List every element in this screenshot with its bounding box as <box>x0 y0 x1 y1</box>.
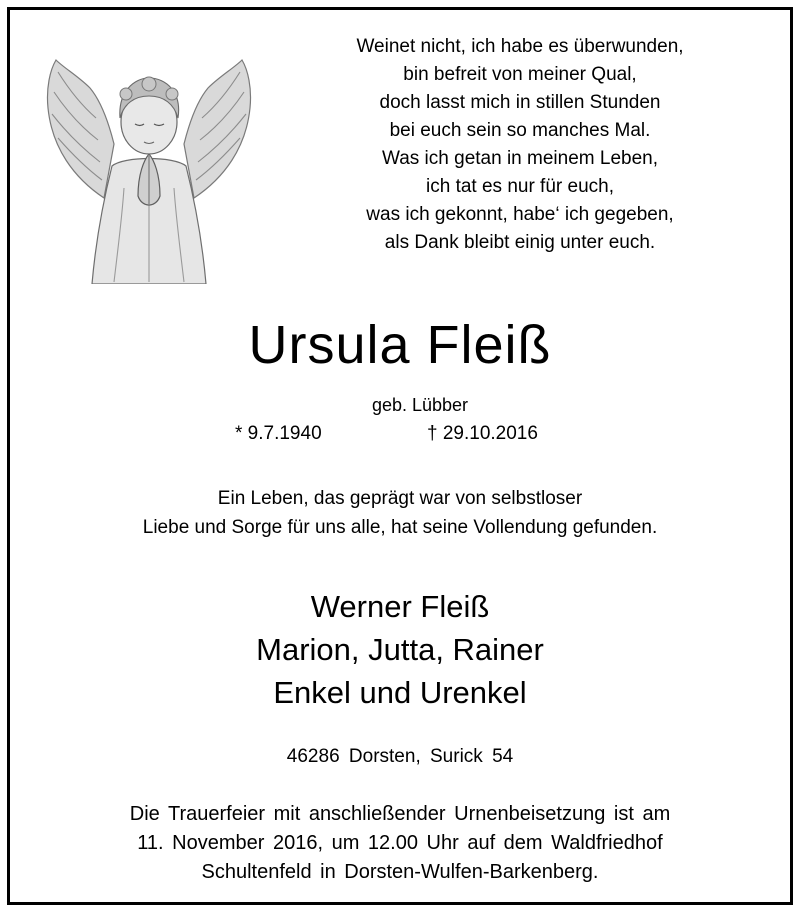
maiden-name: geb. Lübber <box>371 395 469 415</box>
mourner-line: Enkel und Urenkel <box>273 675 527 710</box>
poem-line: ich tat es nur für euch, <box>426 176 614 197</box>
mourners-list <box>0 585 800 714</box>
mourner-line: Werner Fleiß <box>310 589 490 624</box>
poem-line: was ich gekonnt, habe‘ ich gegeben, <box>366 204 674 225</box>
funeral-line: Schultenfeld in Dorsten-Wulfen-Barkenberg. <box>201 861 599 883</box>
address: 46286 Dorsten, Surick 54 <box>286 746 514 767</box>
deceased-name: Ursula Fleiß <box>248 315 552 375</box>
poem-line: Weinet nicht, ich habe es überwunden, <box>356 36 684 57</box>
mourner-line: Marion, Jutta, Rainer <box>256 632 544 667</box>
birth-date: * 9.7.1940 <box>235 423 322 444</box>
poem-line: bei euch sein so manches Mal. <box>389 120 651 141</box>
poem-line: doch lasst mich in stillen Stunden <box>379 92 661 113</box>
tribute-line: Liebe und Sorge für uns alle, hat seine Vollendung gefunden. <box>142 517 658 538</box>
praying-angel-image <box>34 48 264 284</box>
funeral-line: Die Trauerfeier mit anschließender Urnenbeisetzung ist am <box>129 803 671 825</box>
death-date: † 29.10.2016 <box>427 423 538 444</box>
funeral-line: 11. November 2016, um 12.00 Uhr auf dem Waldfriedhof <box>137 832 663 854</box>
poem <box>290 33 750 257</box>
funeral-info <box>0 800 800 887</box>
tribute-text <box>0 484 800 542</box>
poem-line: Was ich getan in meinem Leben, <box>381 148 658 169</box>
poem-line: bin befreit von meiner Qual, <box>403 64 637 85</box>
tribute-line: Ein Leben, das geprägt war von selbstloser <box>217 488 583 509</box>
poem-line: als Dank bleibt einig unter euch. <box>384 232 656 253</box>
